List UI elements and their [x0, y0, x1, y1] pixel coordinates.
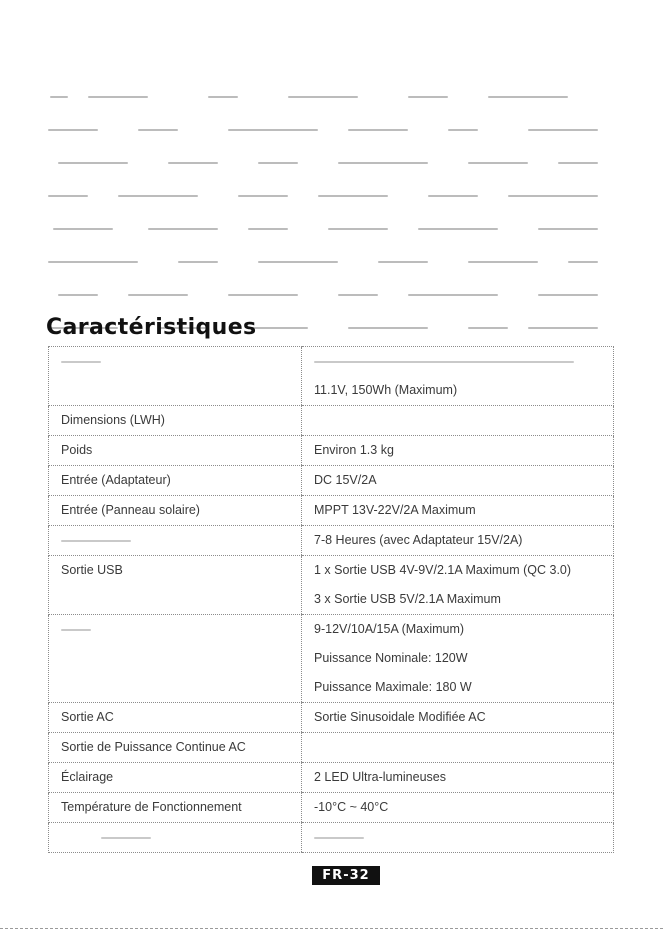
- spec-label: [49, 615, 302, 703]
- spec-value: -10°C ~ 40°C: [302, 793, 614, 823]
- section-title: Caractéristiques: [46, 315, 257, 340]
- spec-label: Poids: [49, 436, 302, 466]
- spec-value: MPPT 13V-22V/2A Maximum: [302, 496, 614, 526]
- spec-label: [49, 823, 302, 853]
- faded-text-line: [48, 187, 608, 208]
- faded-text-line: [48, 88, 608, 109]
- spec-label: Sortie AC: [49, 703, 302, 733]
- table-row: [49, 703, 614, 733]
- table-row: [49, 406, 614, 436]
- table-row: [49, 496, 614, 526]
- table-row: [49, 615, 614, 703]
- table-row: [49, 347, 614, 406]
- faded-text-line: [48, 121, 608, 142]
- faded-text-line: [48, 253, 608, 274]
- faded-intro-paragraph: [48, 88, 608, 352]
- spec-value: Environ 1.3 kg: [302, 436, 614, 466]
- table-row: [49, 556, 614, 615]
- table-row: [49, 526, 614, 556]
- spec-label: [49, 526, 302, 556]
- page-edge-divider: [0, 928, 663, 929]
- table-row: [49, 823, 614, 853]
- spec-label: Entrée (Adaptateur): [49, 466, 302, 496]
- table-row: [49, 466, 614, 496]
- spec-value: 11.1V, 150Wh (Maximum): [302, 347, 614, 406]
- spec-value: 2 LED Ultra-lumineuses: [302, 763, 614, 793]
- table-row: [49, 733, 614, 763]
- spec-label: Sortie de Puissance Continue AC: [49, 733, 302, 763]
- spec-value: 9-12V/10A/15A (Maximum) Puissance Nominale: 120W Puissance Maximale: 180 W: [302, 615, 614, 703]
- spec-value: [302, 406, 614, 436]
- faded-text-line: [48, 286, 608, 307]
- table-row: [49, 763, 614, 793]
- spec-value: Sortie Sinusoidale Modifiée AC: [302, 703, 614, 733]
- spec-label: Dimensions (LWH): [49, 406, 302, 436]
- spec-label: Sortie USB: [49, 556, 302, 615]
- faded-text-line: [48, 220, 608, 241]
- spec-value: [302, 823, 614, 853]
- spec-value: 1 x Sortie USB 4V-9V/2.1A Maximum (QC 3.0) 3 x Sortie USB 5V/2.1A Maximum: [302, 556, 614, 615]
- spec-label: Entrée (Panneau solaire): [49, 496, 302, 526]
- spec-label: Éclairage: [49, 763, 302, 793]
- page-number-badge: FR-32: [312, 866, 380, 885]
- table-row: [49, 793, 614, 823]
- table-row: [49, 436, 614, 466]
- spec-label: Température de Fonctionnement: [49, 793, 302, 823]
- spec-value: [302, 733, 614, 763]
- spec-value: DC 15V/2A: [302, 466, 614, 496]
- spec-value: 7-8 Heures (avec Adaptateur 15V/2A): [302, 526, 614, 556]
- faded-text-line: [48, 154, 608, 175]
- spec-label: [49, 347, 302, 406]
- specifications-table: [48, 346, 614, 853]
